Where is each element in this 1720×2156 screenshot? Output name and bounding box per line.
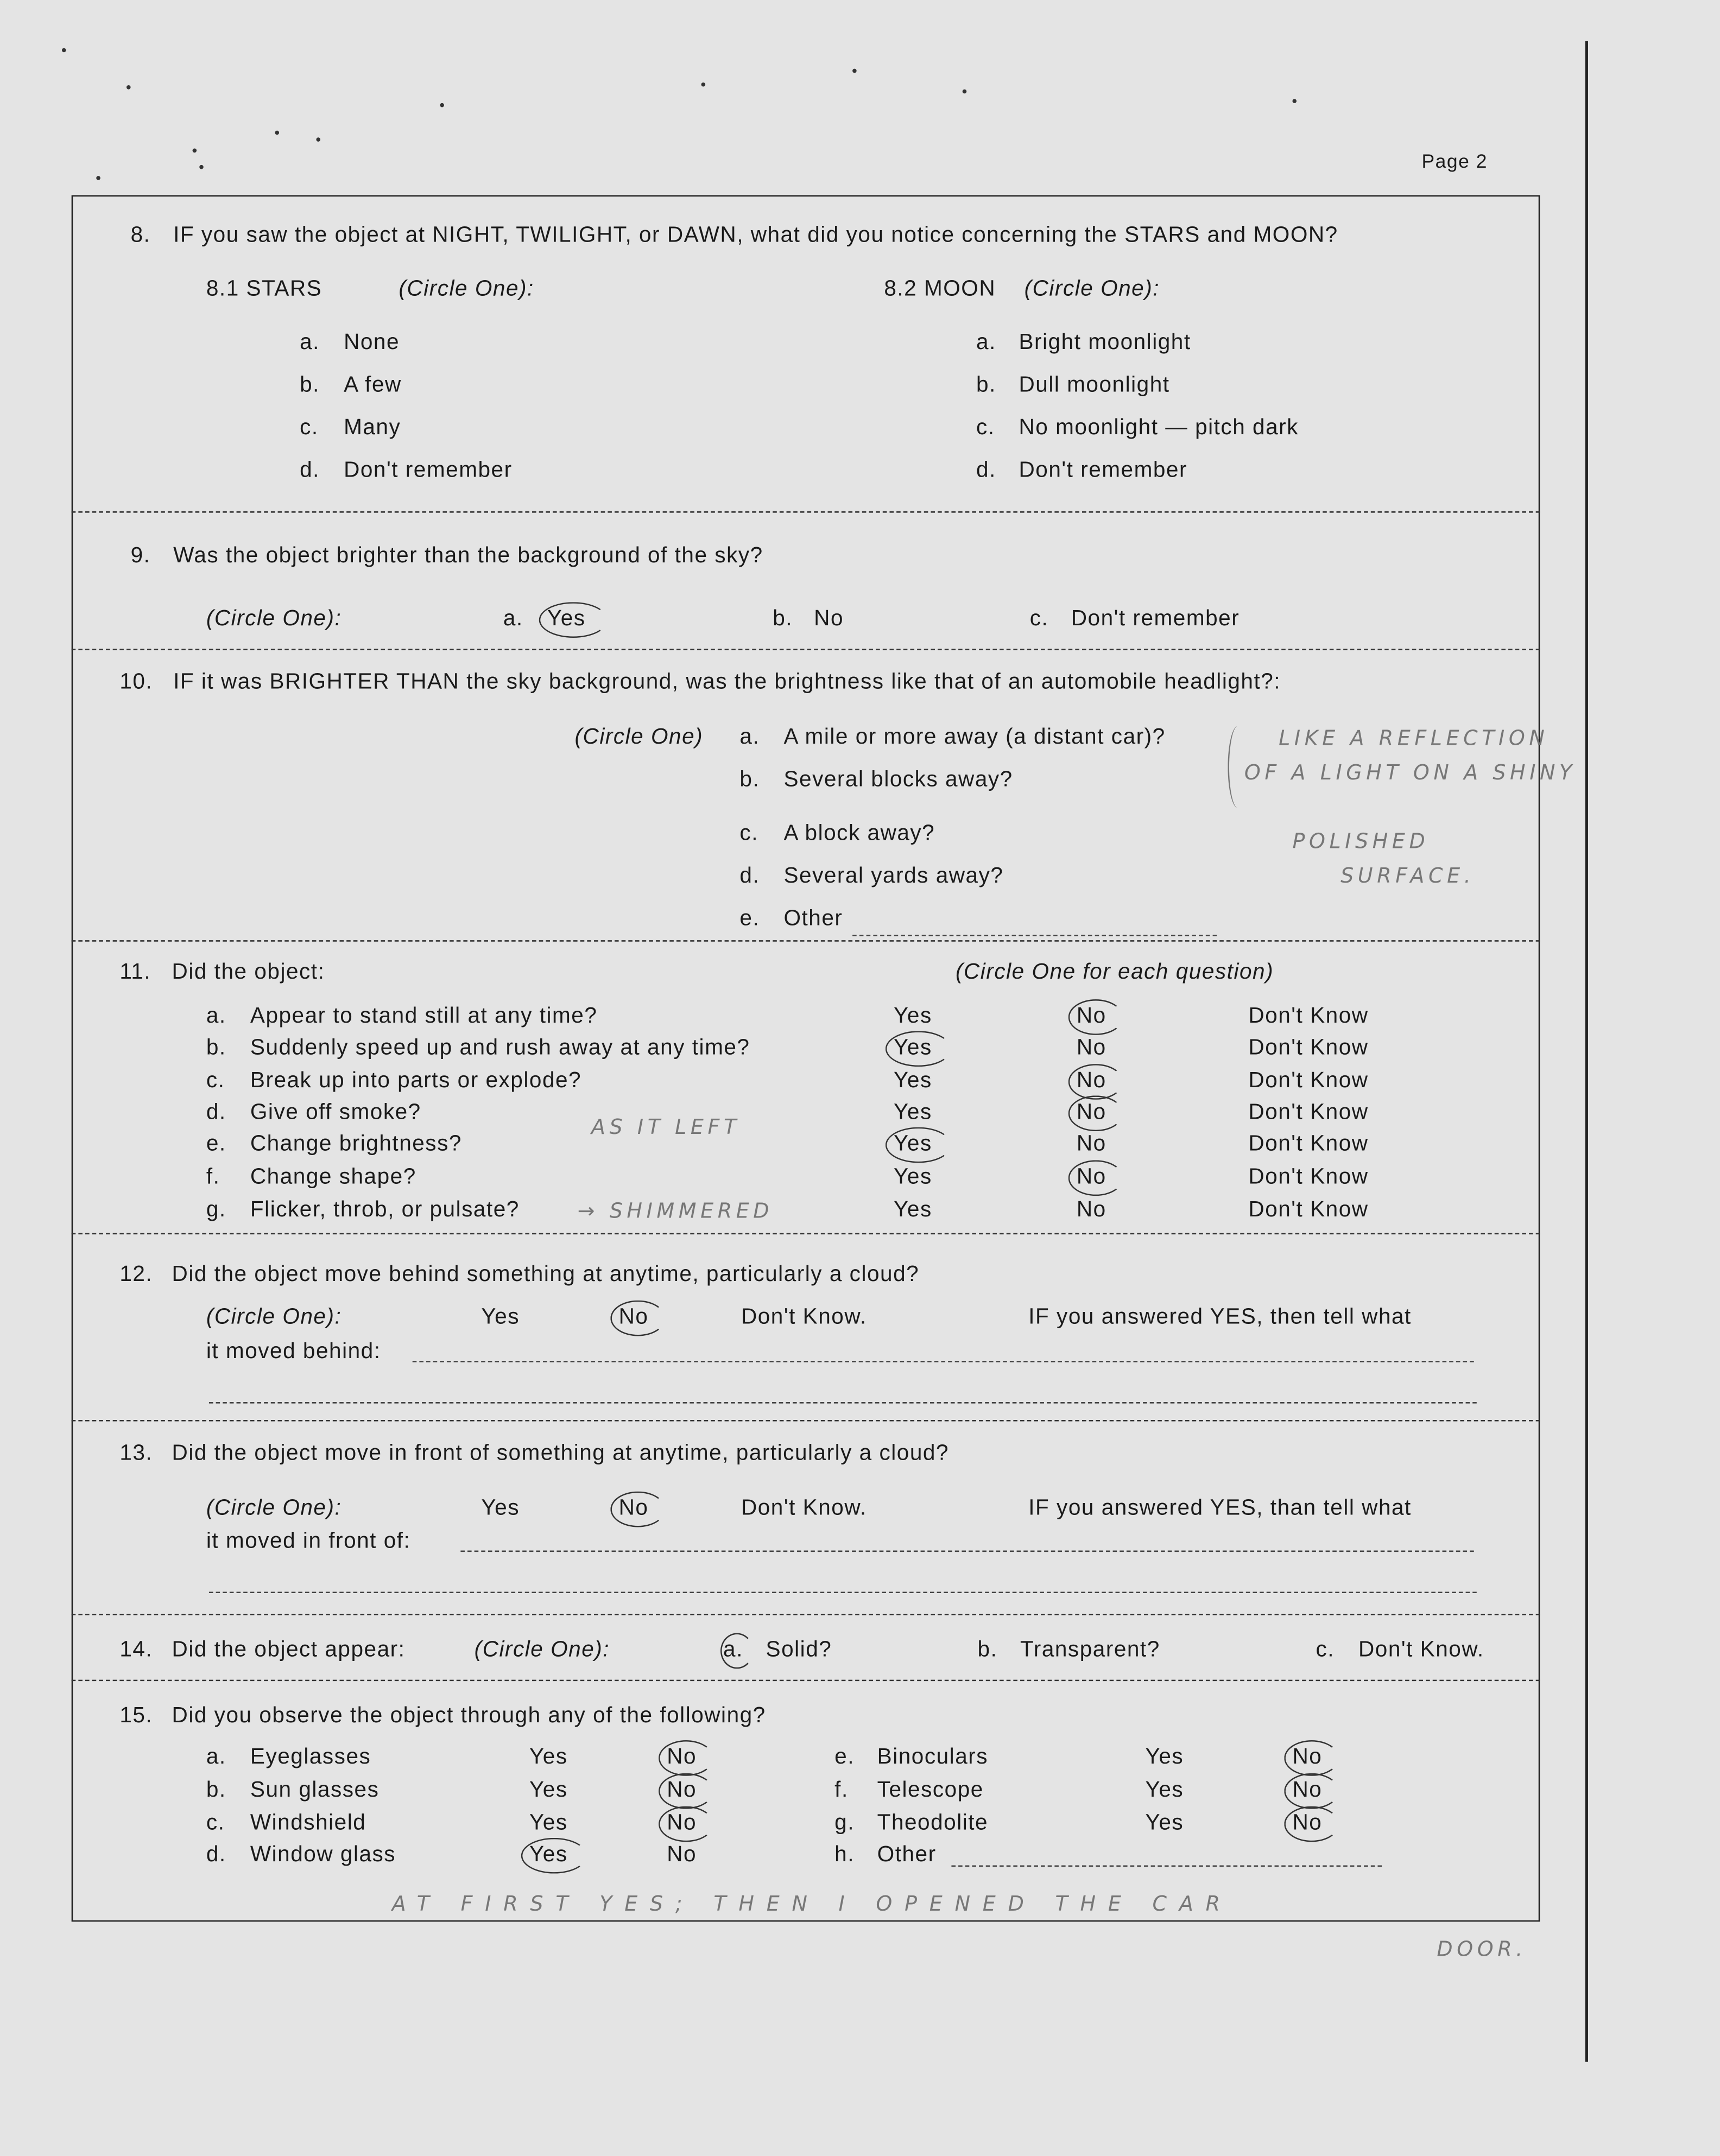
q10-instruction: (Circle One) [574,726,704,750]
answer-no[interactable]: No [1292,1746,1323,1770]
q14-option-letter: b. [977,1638,998,1662]
q13-question: Did the object move in front of something at anytime, particularly a cloud? [172,1442,950,1466]
answer-yes[interactable]: Yes [894,1005,932,1029]
q11-item-letter: b. [206,1036,226,1060]
q10-option[interactable]: Several yards away? [783,864,1004,888]
q9-number: 9. [130,544,151,568]
handwritten-note: → SHIMMERED [577,1199,774,1223]
q11-item: Change shape? [250,1165,416,1189]
answer-circle-mark [610,1301,665,1336]
handwritten-note: AT FIRST YES; THEN I OPENED THE CAR [391,1891,1232,1917]
scan-speck [275,131,279,135]
q11-item: Flicker, throb, or pulsate? [250,1199,520,1222]
q11-item: Break up into parts or explode? [250,1069,582,1093]
q14-number: 14. [119,1638,153,1662]
q15-item: Other [877,1843,937,1867]
q11-item: Suddenly speed up and rush away at any time? [250,1036,750,1060]
q11-number: 11. [119,961,151,985]
handwritten-note: POLISHED [1292,829,1430,854]
answer-yes[interactable]: Yes [481,1305,520,1329]
q12-question: Did the object move behind something at anytime, particularly a cloud? [172,1263,920,1287]
q11-item-letter: d. [206,1101,226,1125]
handwritten-note: OF A LIGHT ON A SHINY [1244,760,1576,785]
answer-circle-mark [1068,1095,1123,1131]
q10-option-letter: b. [739,768,760,792]
answer-no[interactable]: No [1076,1165,1106,1189]
moon-option-letter: c. [976,416,995,440]
moon-option[interactable]: Don't remember [1019,459,1188,483]
divider [72,1680,1540,1682]
answer-dont-know[interactable]: Don't Know. [741,1496,867,1520]
q9-option-letter: a. [503,607,523,631]
q9-option-letter: c. [1029,607,1049,631]
q11-item-letter: f. [206,1165,220,1189]
q10-option[interactable]: Several blocks away? [783,768,1013,792]
q8-stars-instruction: (Circle One): [399,277,534,301]
q15-item-letter: d. [206,1843,226,1867]
answer-circle-mark [1068,999,1123,1035]
answer-circle-mark [1068,1064,1123,1100]
q12-answer-line-2[interactable] [209,1402,1477,1404]
stars-option[interactable]: A few [344,373,402,397]
answer-dont-know[interactable]: Don't Know. [741,1305,867,1329]
answer-circle-mark [659,1773,713,1809]
q11-item-letter: g. [206,1199,226,1222]
stars-option-letter: b. [300,373,320,397]
scan-speck [193,148,197,153]
q14-option-letter: a. [723,1638,743,1662]
answer-dont-know[interactable]: Don't Know [1248,1199,1369,1222]
q8-moon-instruction: (Circle One): [1024,277,1160,301]
q8-stars-label: 8.1 STARS [206,277,322,301]
answer-dont-know[interactable]: Don't Know [1248,1036,1369,1060]
answer-dont-know[interactable]: Don't Know [1248,1165,1369,1189]
answer-dont-know[interactable]: Don't Know [1248,1132,1369,1156]
q15-item: Sun glasses [250,1778,380,1802]
answer-no[interactable]: No [667,1811,697,1835]
answer-no[interactable]: No [1076,1199,1106,1222]
scan-speck [127,85,131,90]
q10-option-letter: c. [739,822,759,846]
answer-circle-mark [720,1633,754,1669]
scan-speck [316,137,320,142]
answer-yes[interactable]: Yes [529,1843,568,1867]
q12-followup-2: it moved behind: [206,1340,381,1364]
moon-option[interactable]: Dull moonlight [1019,373,1170,397]
page-number: Page 2 [1421,150,1488,172]
q10-question: IF it was BRIGHTER THAN the sky background, was the brightness like that of an automobile headlight?: [173,670,1281,694]
page-edge-line [1585,41,1588,2062]
handwritten-note: LIKE A REFLECTION [1279,726,1549,751]
scan-speck [96,176,100,180]
moon-option[interactable]: Bright moonlight [1019,331,1191,355]
q9-option[interactable]: Don't remember [1071,607,1240,631]
scan-speck [1292,99,1297,103]
answer-circle-mark [1284,1773,1339,1809]
stars-option-letter: a. [300,331,320,355]
q10-number: 10. [119,670,153,694]
q15-number: 15. [119,1704,153,1728]
q9-option-letter: b. [773,607,793,631]
q11-item: Change brightness? [250,1132,462,1156]
answer-yes[interactable]: Yes [894,1101,932,1125]
q15-question: Did you observe the object through any of the following? [172,1704,766,1728]
q11-item-letter: e. [206,1132,226,1156]
answer-yes[interactable]: Yes [1145,1811,1184,1835]
q11-item-letter: a. [206,1005,226,1029]
moon-option-letter: b. [976,373,996,397]
answer-no[interactable]: No [1076,1132,1106,1156]
q9-option[interactable]: No [814,607,844,631]
scan-speck [852,69,857,73]
q13-answer-line[interactable] [460,1551,1474,1552]
answer-yes[interactable]: Yes [894,1036,932,1060]
q15-item: Binoculars [877,1746,989,1770]
q15-item-letter: e. [834,1746,855,1770]
answer-no[interactable]: No [1076,1005,1106,1029]
q10-option-letter: a. [739,726,760,750]
answer-circle-mark [1284,1806,1339,1842]
q11-instruction: (Circle One for each question) [956,961,1274,985]
q14-question: Did the object appear: [172,1638,406,1662]
q9-question: Was the object brighter than the background of the sky? [173,544,763,568]
q15-item: Telescope [877,1778,984,1802]
q15-item-letter: f. [834,1778,849,1802]
q15-item: Windshield [250,1811,366,1835]
q11-item: Appear to stand still at any time? [250,1005,598,1029]
q11-item: Give off smoke? [250,1101,421,1125]
answer-no[interactable]: No [1292,1811,1323,1835]
scan-speck [440,103,444,107]
answer-no[interactable]: No [1076,1036,1106,1060]
q12-instruction: (Circle One): [206,1305,342,1329]
q14-option[interactable]: Don't Know. [1358,1638,1484,1662]
scan-speck [963,90,967,94]
q10-option-letter: d. [739,864,760,888]
q13-instruction: (Circle One): [206,1496,342,1520]
answer-circle-mark [539,602,608,638]
answer-circle-mark [1068,1160,1123,1196]
q12-number: 12. [119,1263,153,1287]
answer-circle-mark [521,1838,587,1874]
answer-yes[interactable]: Yes [1145,1778,1184,1802]
divider [72,1233,1540,1235]
q15-item: Window glass [250,1843,396,1867]
q14-option[interactable]: Transparent? [1020,1638,1160,1662]
handwritten-note: SURFACE. [1340,863,1475,888]
answer-no[interactable]: No [667,1843,697,1867]
moon-option-letter: d. [976,459,996,483]
stars-option-letter: c. [300,416,319,440]
answer-yes[interactable]: Yes [894,1069,932,1093]
q10-option[interactable]: Other [783,907,843,931]
answer-no[interactable]: No [618,1496,649,1520]
q14-option-letter: c. [1316,1638,1335,1662]
answer-circle-mark [659,1740,713,1776]
answer-circle-mark [886,1127,952,1163]
stars-option[interactable]: None [344,331,400,355]
q15-other-line[interactable] [951,1865,1382,1867]
q9-option[interactable]: Yes [547,607,586,631]
answer-yes[interactable]: Yes [894,1132,932,1156]
q15-item-letter: h. [834,1843,855,1867]
scan-speck [199,165,204,169]
q12-followup: IF you answered YES, then tell what [1028,1305,1412,1329]
q13-followup: IF you answered YES, than tell what [1028,1496,1412,1520]
q15-item-letter: c. [206,1811,225,1835]
moon-option[interactable]: No moonlight — pitch dark [1019,416,1299,440]
divider [72,940,1540,942]
answer-yes[interactable]: Yes [1145,1746,1184,1770]
q14-option[interactable]: Solid? [766,1638,832,1662]
stars-option[interactable]: Don't remember [344,459,513,483]
divider [72,1420,1540,1422]
q15-item-letter: g. [834,1811,855,1835]
q8-question: IF you saw the object at NIGHT, TWILIGHT, or DAWN, what did you notice concerning the STARS and MOON? [173,224,1338,248]
answer-no[interactable]: No [667,1778,697,1802]
scan-speck [62,48,66,53]
scan-speck [701,83,706,87]
q15-item: Eyeglasses [250,1746,371,1770]
stars-option[interactable]: Many [344,416,401,440]
divider [72,1614,1540,1615]
answer-yes[interactable]: Yes [529,1746,568,1770]
answer-yes[interactable]: Yes [529,1778,568,1802]
moon-option-letter: a. [976,331,996,355]
answer-yes[interactable]: Yes [481,1496,520,1520]
q13-number: 13. [119,1442,153,1466]
answer-no[interactable]: No [1076,1101,1106,1125]
q14-instruction: (Circle One): [474,1638,610,1662]
q15-item: Theodolite [877,1811,989,1835]
q9-instruction: (Circle One): [206,607,342,631]
answer-dont-know[interactable]: Don't Know [1248,1005,1369,1029]
answer-no[interactable]: No [1076,1069,1106,1093]
q8-number: 8. [130,224,151,248]
answer-dont-know[interactable]: Don't Know [1248,1101,1369,1125]
answer-no[interactable]: No [667,1746,697,1770]
q10-option[interactable]: A mile or more away (a distant car)? [783,726,1166,750]
answer-yes[interactable]: Yes [529,1811,568,1835]
divider [72,649,1540,650]
q13-followup-2: it moved in front of: [206,1530,411,1553]
q15-item-letter: b. [206,1778,226,1802]
answer-circle-mark [659,1806,713,1842]
q8-moon-label: 8.2 MOON [884,277,996,301]
answer-yes[interactable]: Yes [894,1199,932,1222]
stars-option-letter: d. [300,459,320,483]
q10-option-letter: e. [739,907,760,931]
q12-answer-line[interactable] [413,1361,1474,1362]
handwritten-note: AS IT LEFT [591,1114,741,1140]
answer-circle-mark [886,1031,952,1067]
answer-yes[interactable]: Yes [894,1165,932,1189]
q13-answer-line-2[interactable] [209,1592,1477,1594]
q10-option[interactable]: A block away? [783,822,935,846]
q10-other-line[interactable] [852,935,1217,936]
handwritten-note: DOOR. [1437,1937,1527,1962]
divider [72,511,1540,513]
q11-question: Did the object: [172,961,325,985]
answer-circle-mark [1284,1740,1339,1776]
answer-dont-know[interactable]: Don't Know [1248,1069,1369,1093]
answer-circle-mark [610,1492,665,1527]
q15-item-letter: a. [206,1746,226,1770]
answer-no[interactable]: No [618,1305,649,1329]
q11-item-letter: c. [206,1069,225,1093]
answer-no[interactable]: No [1292,1778,1323,1802]
